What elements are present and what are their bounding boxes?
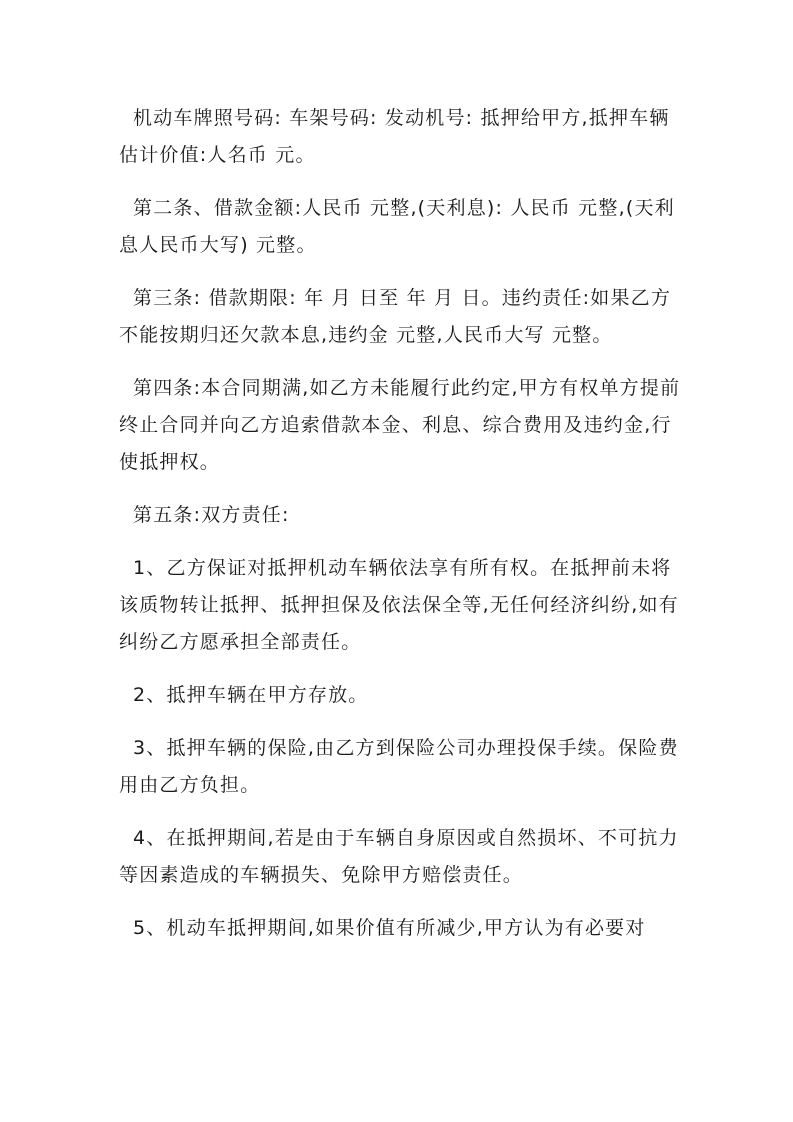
document-body [119,100,684,963]
paragraph-clause-1: 1、乙方保证对抵押机动车辆依法享有所有权。在抵押前未将该质物转让抵押、抵押担保及依法保全等,无任何经济纠纷,如有纠纷乙方愿承担全部责任。 [119,557,679,653]
paragraph-clause-5: 5、机动车抵押期间,如果价值有所减少,甲方认为有必要对 [133,917,646,939]
paragraph-clause-4: 4、在抵押期间,若是由于车辆自身原因或自然损坏、不可抗力等因素造成的车辆损失、免除甲方赔偿责任。 [119,827,679,886]
paragraph-article-4-termination: 第四条:本合同期满,如乙方未能履行此约定,甲方有权单方提前终止合同并向乙方追索借款本金、利息、综合费用及违约金,行使抵押权。 [119,377,681,473]
paragraph-article-5-heading: 第五条:双方责任: [133,504,290,526]
paragraph-vehicle-info: 机动车牌照号码: 车架号码: 发动机号: 抵押给甲方,抵押车辆估计价值:人名币 元。 [119,107,670,166]
paragraph-clause-2: 2、抵押车辆在甲方存放。 [133,684,369,706]
paragraph-clause-3: 3、抵押车辆的保险,由乙方到保险公司办理投保手续。保险费用由乙方负担。 [119,737,679,796]
paragraph-article-3-loan-term: 第三条: 借款期限: 年 月 日至 年 月 日。违约责任:如果乙方不能按期归还欠款本息,违约金 元整,人民币大写 元整。 [119,287,672,346]
paragraph-article-2-loan-amount: 第二条、借款金额:人民币 元整,(天利息): 人民币 元整,(天利息人民币大写) 元整。 [119,197,675,256]
